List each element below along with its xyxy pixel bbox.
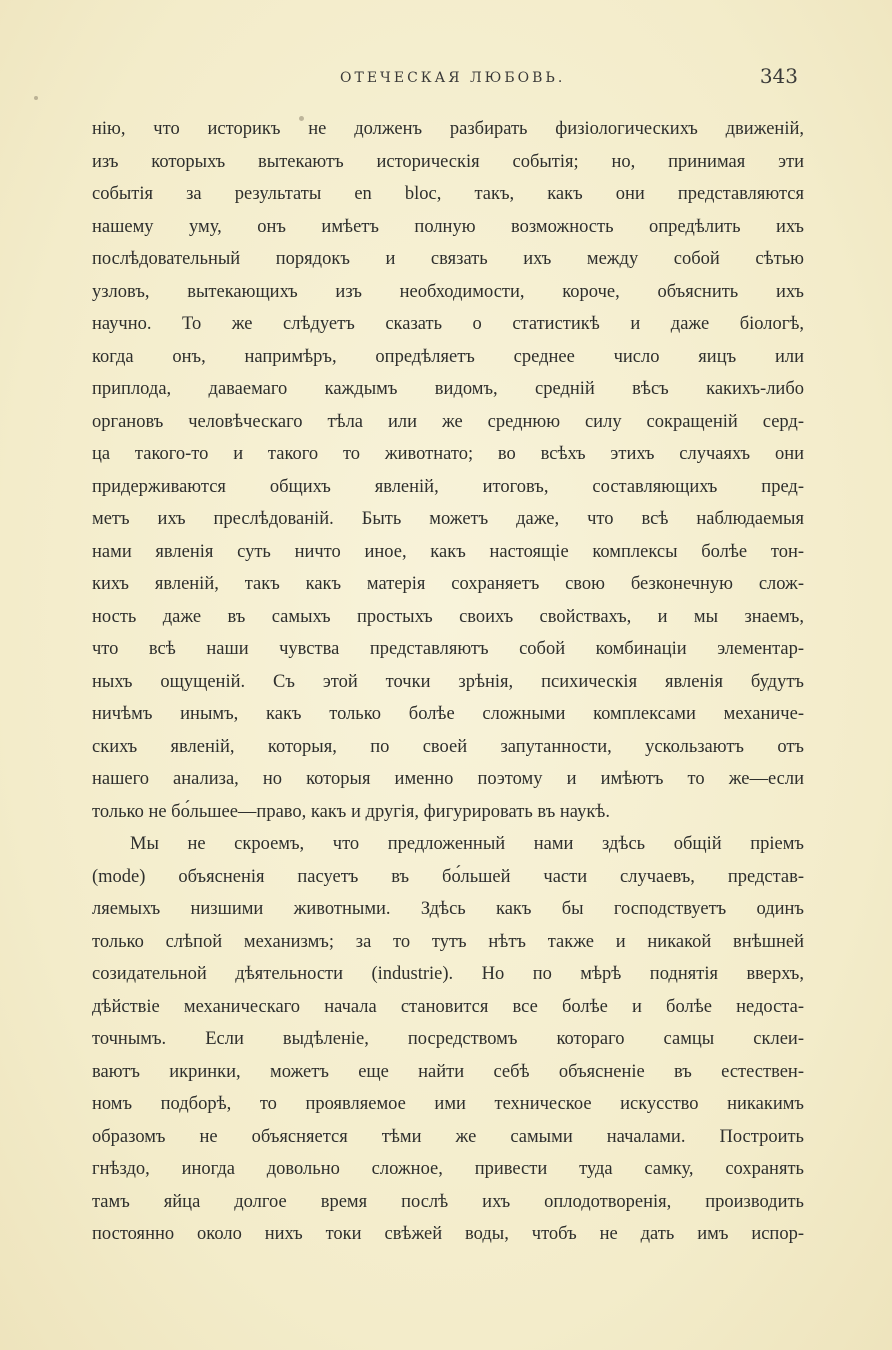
text-line: тамъ яйца долгое время послѣ ихъ оплодотворенія, производить (92, 1191, 804, 1212)
text-line: когда онъ, напримѣръ, опредѣляетъ среднее число яицъ или (92, 346, 804, 367)
text-line: послѣдовательный порядокъ и связать ихъ между собой сѣтью (92, 249, 804, 269)
text-line: узловъ, вытекающихъ изъ необходимости, короче, объяснить ихъ (92, 281, 804, 302)
text-line: номъ подборѣ, то проявляемое ими техническое искусство никакимъ (92, 1094, 804, 1114)
text-line: (mode) объясненія пасуетъ въ бо́льшей части случаевъ, представ- (92, 866, 804, 887)
text-line: что всѣ наши чувства представляютъ собой комбинаціи элементар- (92, 639, 804, 659)
body-text (92, 113, 804, 1251)
text-line: изъ которыхъ вытекаютъ историческія событія; но, принимая эти (92, 151, 804, 172)
running-head (92, 64, 804, 94)
text-line: ныхъ ощущеній. Съ этой точки зрѣнія, психическія явленія будутъ (92, 671, 804, 692)
page-number: 343 (759, 64, 798, 88)
text-line: образомъ не объясняется тѣми же самыми началами. Построить (92, 1126, 804, 1147)
text-line: приплода, даваемаго каждымъ видомъ, средній вѣсъ какихъ-либо (92, 379, 804, 399)
text-line: событія за результаты en bloc, такъ, какъ они представляются (92, 184, 804, 204)
text-line: дѣйствіе механическаго начала становится все болѣе и болѣе недоста- (92, 996, 804, 1017)
ink-speck (34, 96, 38, 100)
text-line: кихъ явленій, такъ какъ матерія сохраняетъ свою безконечную слож- (92, 574, 804, 594)
text-line: органовъ человѣческаго тѣла или же среднюю силу сокращеній серд- (92, 411, 804, 432)
paragraph-last-line: только не бо́льшее—право, какъ и другія, фигурировать въ наукѣ. (92, 801, 610, 822)
text-line: ца такого-то и такого то животнато; во всѣхъ этихъ случаяхъ они (92, 444, 804, 464)
text-line: ность даже въ самыхъ простыхъ своихъ свойствахъ, и мы знаемъ, (92, 606, 804, 627)
text-line: точнымъ. Если выдѣленіе, посредствомъ котораго самцы склеи- (92, 1029, 804, 1049)
text-line: нами явленія суть ничто иное, какъ настоящіе комплексы болѣе тон- (92, 541, 804, 562)
running-title: ОТЕЧЕСКАЯ ЛЮБОВЬ. (340, 70, 566, 86)
text-line: нашего анализа, но которыя именно поэтому и имѣютъ то же—если (92, 769, 804, 789)
text-line: метъ ихъ преслѣдованій. Быть можетъ даже, что всѣ наблюдаемыя (92, 509, 804, 529)
text-line: скихъ явленій, которыя, по своей запутанности, ускользаютъ отъ (92, 736, 804, 757)
text-line: ничѣмъ инымъ, какъ только болѣе сложными комплексами механиче- (92, 704, 804, 724)
text-line: ваютъ икринки, можетъ еще найти себѣ объясненіе въ естествен- (92, 1061, 804, 1082)
text-line: постоянно около нихъ токи свѣжей воды, чтобъ не дать имъ испор- (92, 1224, 804, 1244)
text-line: научно. То же слѣдуетъ сказать о статистикѣ и даже біологѣ, (92, 314, 804, 334)
text-line: нашему уму, онъ имѣетъ полную возможность опредѣлить ихъ (92, 216, 804, 237)
paragraph-first-line: Мы не скроемъ, что предложенный нами здѣсь общій пріемъ (130, 834, 804, 854)
text-line: созидательной дѣятельности (industrie). Но по мѣрѣ поднятія вверхъ, (92, 964, 804, 984)
text-line: гнѣздо, иногда довольно сложное, привести туда самку, сохранять (92, 1159, 804, 1179)
text-line: нію, что историкъ не долженъ разбирать физіологическихъ движеній, (92, 119, 804, 139)
text-line: придерживаются общихъ явленій, итоговъ, составляющихъ пред- (92, 476, 804, 497)
text-line: ляемыхъ низшими животными. Здѣсь какъ бы господствуетъ одинъ (92, 899, 804, 919)
text-line: только слѣпой механизмъ; за то тутъ нѣтъ также и никакой внѣшней (92, 931, 804, 952)
